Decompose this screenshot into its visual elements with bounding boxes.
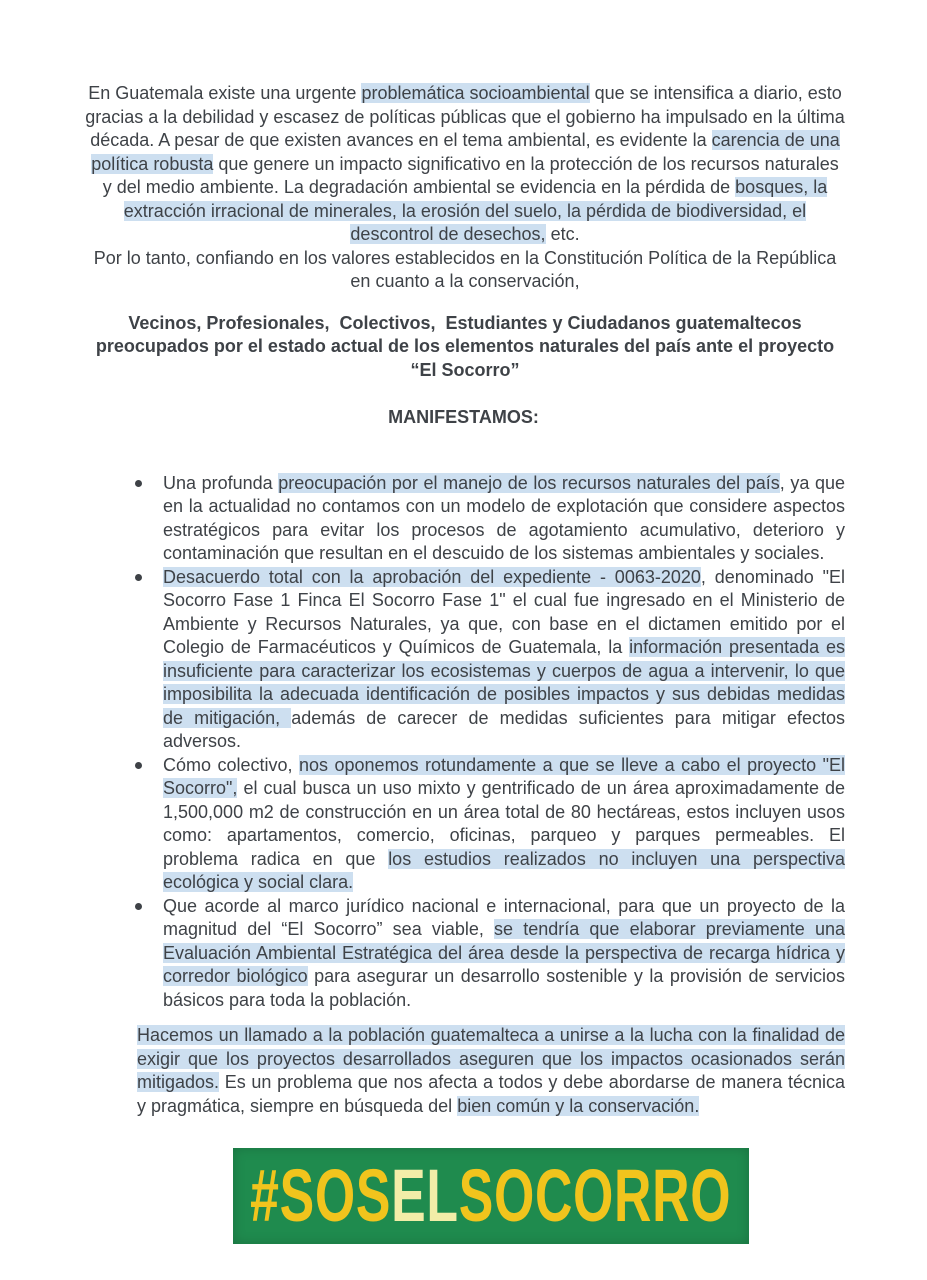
bullet-icon	[135, 574, 142, 581]
list-item	[133, 754, 845, 895]
soselsocorro-banner	[233, 1148, 749, 1244]
intro-paragraph-2: Por lo tanto, confiando en los valores establecidos en la Constitución Política de la República en cuanto a la conservación,	[93, 247, 837, 291]
list-item	[133, 472, 845, 566]
bullet-icon	[135, 480, 142, 487]
bullet-text: Que acorde al marco jurídico nacional e internacional, para que un proyecto de la magnitud del “El Socorro” sea viable, se tendría que elaborar previamente una Evaluación Ambiental Estratégica del área desde la perspectiva de recarga hídrica y corredor biológico para asegurar un desarrollo sostenible y la provisión de servicios básicos para toda la población.	[163, 895, 845, 1010]
list-item	[133, 895, 845, 1013]
bullet-text: Una profunda preocupación por el manejo de los recursos naturales del país, ya que en la actualidad no contamos con un modelo de explotación que considere aspectos estratégicos para evitar los procesos de agotamiento acumulativo, deterioro y contaminación que resultan en el descuido de los sistemas ambientales y sociales.	[163, 472, 845, 563]
manifesto-points-list	[0, 472, 845, 1013]
intro-paragraph-1: En Guatemala existe una urgente problemática socioambiental que se intensifica a diario, esto gracias a la debilidad y escasez de políticas públicas que el gobierno ha impulsado en la última década. A pesar de que existen avances en el tema ambiental, es evidente la carencia de una política robusta que genere un impacto significativo en la protección de los recursos naturales y del medio ambiente. La degradación ambiental se evidencia en la pérdida de bosques, la extracción irracional de minerales, la erosión del suelo, la pérdida de biodiversidad, el descontrol de desechos, etc.	[85, 83, 845, 244]
bullet-text: Desacuerdo total con la aprobación del expediente - 0063-2020, denominado "El Socorro Fase 1 Finca El Socorro Fase 1" el cual fue ingresado en el Ministerio de Ambiente y Recursos Naturales, ya que, con base en el dictamen emitido por el Colegio de Farmacéuticos y Químicos de Guatemala, la información presentada es insuficiente para caracterizar los ecosistemas y cuerpos de agua a intervenir, lo que imposibilita la adecuada identificación de posibles impactos y sus debidas medidas de mitigación, además de carecer de medidas suficientes para mitigar efectos adversos.	[163, 566, 845, 751]
closing-paragraph: Hacemos un llamado a la población guatemalteca a unirse a la lucha con la finalidad de exigir que los proyectos desarrollados aseguren que los impactos ocasionados serán mitigados. Es un problema que nos afecta a todos y debe abordarse de manera técnica y pragmática, siempre en búsqueda del bien común y la conservación.	[137, 1025, 845, 1116]
bullet-icon	[135, 762, 142, 769]
hashtag-text: #SOSELSOCORRO	[250, 1154, 732, 1237]
bullet-text: Cómo colectivo, nos oponemos rotundamente a que se lleve a cabo el proyecto "El Socorro", el cual busca un uso mixto y gentrificado de un área aproximadamente de 1,500,000 m2 de construcción en un área total de 80 hectáreas, estos incluyen usos como: apartamentos, comercio, oficinas, parqueo y parques permeables. El problema radica en que los estudios realizados no incluyen una perspectiva ecológica y social clara.	[163, 754, 846, 892]
bullet-icon	[135, 903, 142, 910]
manifesto-heading: Vecinos, Profesionales, Colectivos, Estudiantes y Ciudadanos guatemaltecos preocupados por el estado actual de los elementos naturales del país ante el proyecto “El Socorro”	[95, 312, 840, 380]
list-item	[133, 566, 845, 754]
manifestamos-label: MANIFESTAMOS:	[388, 407, 539, 427]
